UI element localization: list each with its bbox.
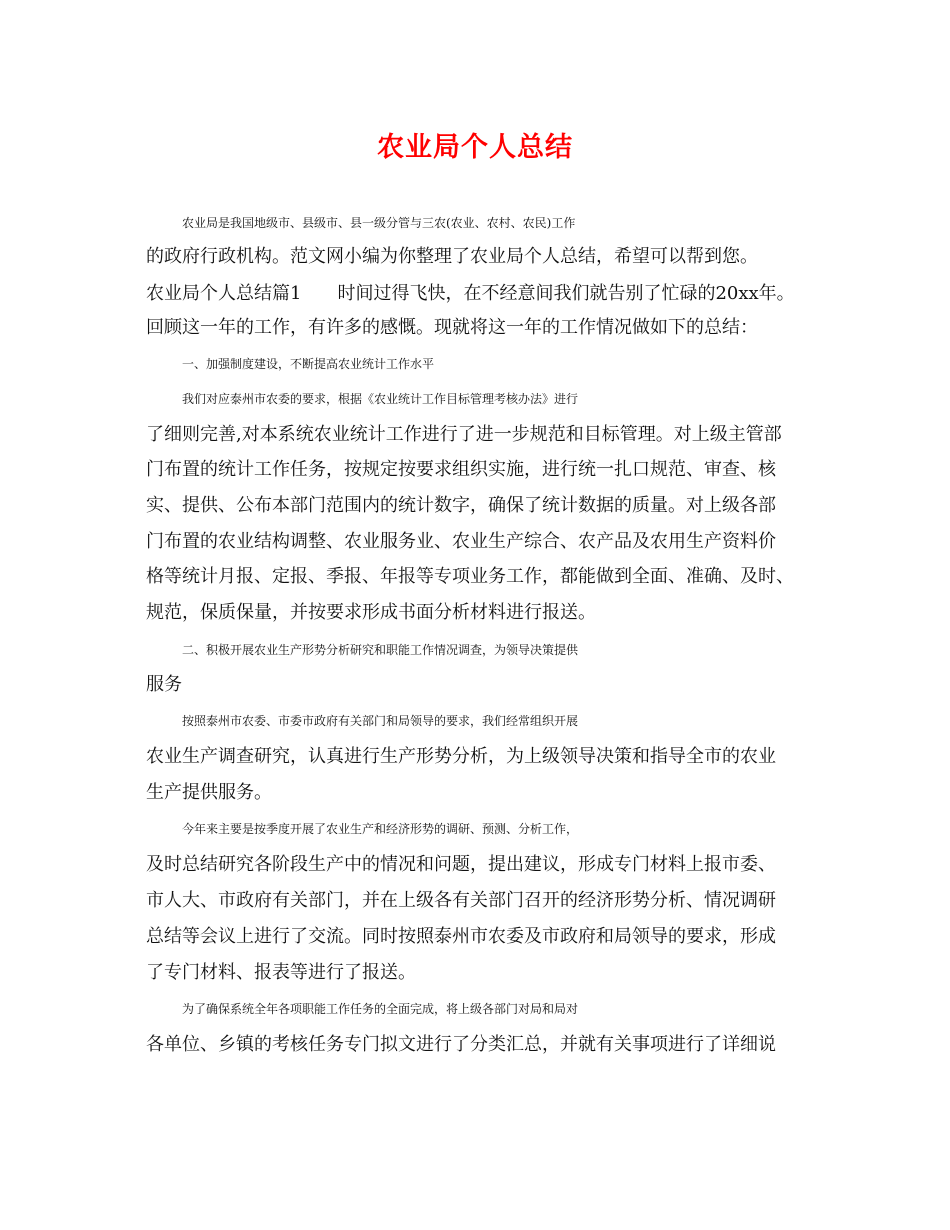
section-heading: 二、积极开展农业生产形势分析研究和职能工作情况调查，为领导决策提供 <box>182 643 579 657</box>
text-line: 门布置的统计工作任务，按规定按要求组织实施，进行统一扎口规范、审查、核 <box>146 459 776 480</box>
text-line: 生产提供服务。 <box>146 782 272 803</box>
text-line: 各单位、乡镇的考核任务专门拟文进行了分类汇总，并就有关事项进行了详细说 <box>146 1034 776 1055</box>
text-line: 回顾这一年的工作，有许多的感慨。现就将这一年的工作情况做如下的总结： <box>146 317 758 338</box>
text-line: 我们对应泰州市农委的要求，根据《农业统计工作目标管理考核办法》进行 <box>182 392 579 406</box>
section-heading: 一、加强制度建设，不断提高农业统计工作水平 <box>182 357 435 371</box>
text-line: 农业生产调查研究，认真进行生产形势分析，为上级领导决策和指导全市的农业 <box>146 746 776 767</box>
text-line: 格等统计月报、定报、季报、年报等专项业务工作，都能做到全面、准确、及时、 <box>146 566 794 587</box>
text-line: 总结等会议上进行了交流。同时按照泰州市农委及市政府和局领导的要求，形成 <box>146 926 776 947</box>
section-heading: 服务 <box>146 674 182 695</box>
text-line: 农业局个人总结篇1 时间过得飞快，在不经意间我们就告别了忙碌的20xx年。 <box>146 283 795 304</box>
document-title: 农业局个人总结 <box>377 132 573 163</box>
text-line: 的政府行政机构。范文网小编为你整理了农业局个人总结，希望可以帮到您。 <box>146 246 758 267</box>
text-line: 按照泰州市农委、市委市政府有关部门和局领导的要求，我们经常组织开展 <box>182 714 579 728</box>
text-line: 了细则完善,对本系统农业统计工作进行了进一步规范和目标管理。对上级主管部 <box>146 424 782 445</box>
text-line: 实、提供、公布本部门范围内的统计数字，确保了统计数据的质量。对上级各部 <box>146 495 776 516</box>
text-line: 市人大、市政府有关部门，并在上级各有关部门召开的经济形势分析、情况调研 <box>146 890 776 911</box>
text-line: 及时总结研究各阶段生产中的情况和问题，提出建议，形成专门材料上报市委、 <box>146 854 776 875</box>
text-line: 门布置的农业结构调整、农业服务业、农业生产综合、农产品及农用生产资料价 <box>146 531 776 552</box>
text-line: 了专门材料、报表等进行了报送。 <box>146 962 416 983</box>
text-line: 规范，保质保量，并按要求形成书面分析材料进行报送。 <box>146 602 596 623</box>
text-line: 为了确保系统全年各项职能工作任务的全面完成，将上级各部门对局和局对 <box>182 1002 579 1016</box>
text-line: 今年来主要是按季度开展了农业生产和经济形势的调研、预测、分析工作， <box>182 822 579 836</box>
text-line: 农业局是我国地级市、县级市、县一级分管与三农(农业、农村、农民)工作 <box>182 216 576 230</box>
